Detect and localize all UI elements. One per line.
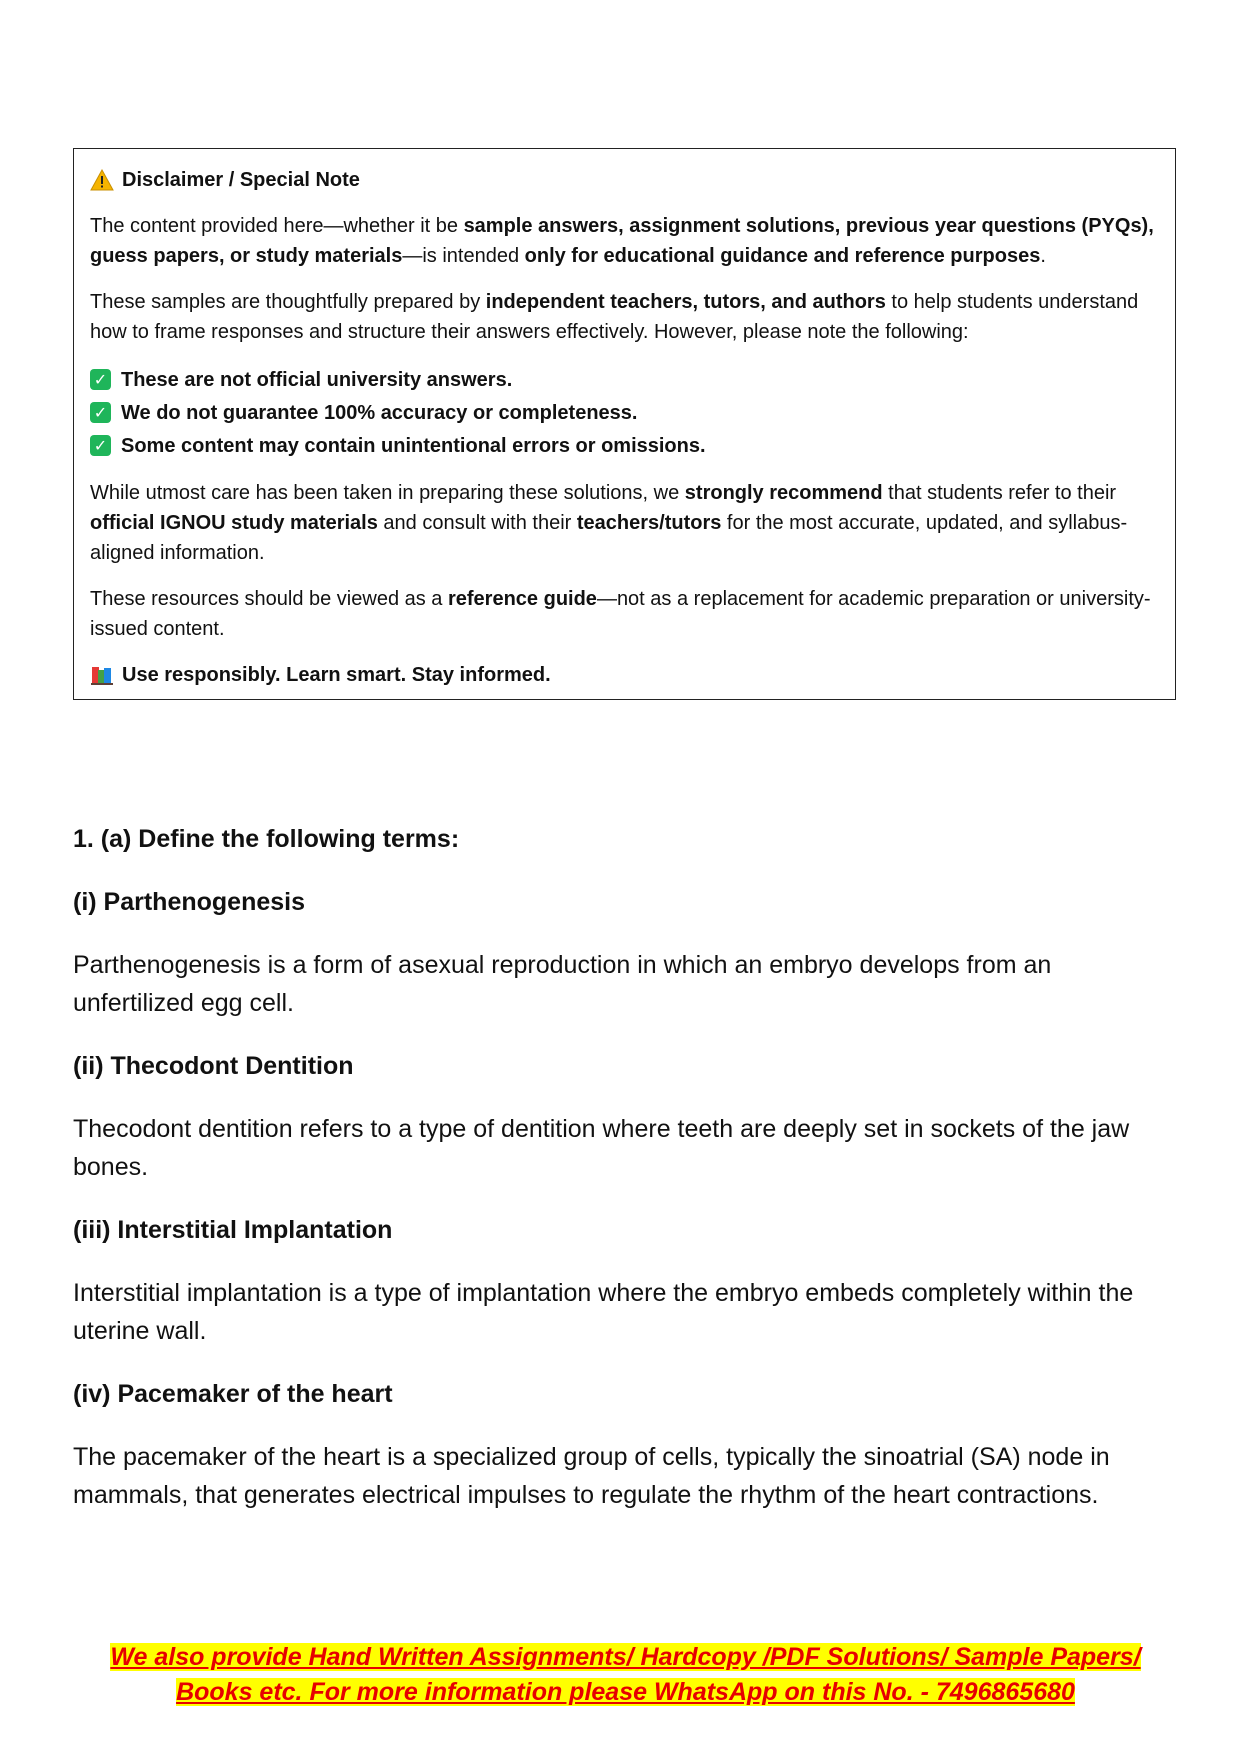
check-mark-icon: ✓ (90, 402, 111, 423)
term-definition: The pacemaker of the heart is a specialized group of cells, typically the sinoatrial (SA) node in mammals, that generates electrical impulses to regulate the rhythm of the heart contractions. (73, 1443, 1110, 1509)
disclaimer-paragraph-1: The content provided here—whether it be sample answers, assignment solutions, previous year questions (PYQs), guess papers, or study materials—is intended only for educational guidance and reference purposes. (90, 215, 1154, 267)
term-title: (ii) Thecodont Dentition (73, 1052, 354, 1080)
check-item: ✓ These are not official university answers. (90, 363, 1159, 396)
term-title: (iii) Interstitial Implantation (73, 1216, 393, 1244)
term-title: (i) Parthenogenesis (73, 888, 305, 916)
term-definition: Interstitial implantation is a type of implantation where the embryo embeds completely within the uterine wall. (73, 1279, 1134, 1345)
disclaimer-paragraph-3: While utmost care has been taken in preparing these solutions, we strongly recommend that students refer to their official IGNOU study materials and consult with their teachers/tutors for the most accurate, updated, and syllabus-aligned information. (90, 482, 1128, 564)
question-content (73, 820, 1178, 1539)
promo-line-1: We also provide Hand Written Assignments/ Hardcopy /PDF Solutions/ Sample Papers/ (110, 1643, 1141, 1671)
check-item: ✓ We do not guarantee 100% accuracy or completeness. (90, 396, 1159, 429)
check-mark-icon: ✓ (90, 435, 111, 456)
term-definition: Parthenogenesis is a form of asexual reproduction in which an embryo develops from an unfertilized egg cell. (73, 951, 1052, 1017)
promo-footer (73, 1640, 1178, 1710)
warning-icon (90, 169, 114, 191)
disclaimer-paragraph-4: These resources should be viewed as a reference guide—not as a replacement for academic preparation or university-issued content. (90, 588, 1151, 640)
check-mark-icon: ✓ (90, 369, 111, 390)
term-definition: Thecodont dentition refers to a type of dentition where teeth are deeply set in sockets of the jaw bones. (73, 1115, 1130, 1181)
promo-line-2: Books etc. For more information please WhatsApp on this No. - 7496865680 (176, 1678, 1075, 1706)
question-heading: 1. (a) Define the following terms: (73, 825, 460, 853)
disclaimer-paragraph-2: These samples are thoughtfully prepared by independent teachers, tutors, and authors to help students understand how to frame responses and structure their answers effectively. However, please note the following: (90, 291, 1139, 343)
disclaimer-title: Disclaimer / Special Note (122, 169, 360, 191)
disclaimer-heading (90, 165, 1159, 195)
disclaimer-box (73, 148, 1176, 700)
term-title: (iv) Pacemaker of the heart (73, 1380, 393, 1408)
check-item: ✓ Some content may contain unintentional errors or omissions. (90, 429, 1159, 462)
disclaimer-closing: Use responsibly. Learn smart. Stay informed. (90, 660, 1159, 690)
disclaimer-checklist (90, 363, 1159, 462)
books-icon (90, 664, 114, 686)
